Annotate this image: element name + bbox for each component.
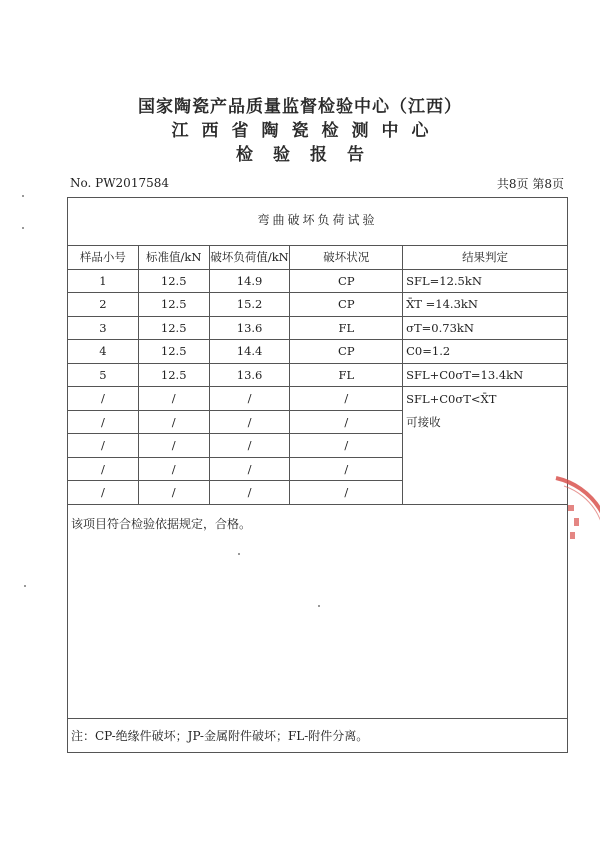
standard-value: /: [138, 481, 209, 505]
column-header: 破坏负荷值/kN: [209, 246, 290, 270]
failure-load: /: [209, 434, 290, 458]
report-number: No. PW2017584: [70, 176, 169, 190]
column-header: 破坏状况: [290, 246, 403, 270]
table-row: [68, 316, 568, 340]
result-text: SFL+C0σT=13.4kN: [403, 363, 568, 387]
table-header-row: [68, 246, 568, 270]
failure-load: 14.4: [209, 340, 290, 364]
failure-status: FL: [290, 316, 403, 340]
column-header: 样品小号: [68, 246, 139, 270]
sample-number: 3: [68, 316, 139, 340]
table-row: [68, 481, 568, 505]
table-row: [68, 387, 568, 411]
result-text: SFL+C0σT<X̄T: [403, 387, 568, 411]
result-text: SFL=12.5kN: [403, 269, 568, 293]
failure-load: /: [209, 481, 290, 505]
sample-number: 2: [68, 293, 139, 317]
table-row: [68, 340, 568, 364]
result-text: X̄T =14.3kN: [403, 293, 568, 317]
failure-load: /: [209, 410, 290, 434]
failure-load: 15.2: [209, 293, 290, 317]
scan-speck: [318, 605, 320, 607]
failure-status: CP: [290, 269, 403, 293]
results-table: [67, 245, 568, 505]
note-divider: [67, 718, 568, 719]
failure-load: /: [209, 457, 290, 481]
test-title: 弯曲破坏负荷试验: [257, 213, 378, 227]
failure-status: /: [290, 387, 403, 411]
result-text: [403, 457, 568, 481]
page-indicator: 共8页 第8页: [496, 177, 564, 191]
failure-status: /: [290, 410, 403, 434]
failure-load: 13.6: [209, 363, 290, 387]
result-text: C0=1.2: [403, 340, 568, 364]
table-row: [68, 269, 568, 293]
report-center-title: 江西省陶瓷检测中心: [171, 121, 442, 141]
scan-speck: [24, 585, 26, 587]
result-text: σT=0.73kN: [403, 316, 568, 340]
sample-number: 5: [68, 363, 139, 387]
column-header: 结果判定: [403, 246, 568, 270]
sample-number: /: [68, 481, 139, 505]
standard-value: 12.5: [138, 340, 209, 364]
scan-speck: [22, 227, 24, 229]
sample-number: /: [68, 434, 139, 458]
result-text: [403, 434, 568, 458]
result-text: 可接收: [403, 410, 568, 434]
report-type-title: 检验报告: [236, 145, 384, 165]
standard-value: 12.5: [138, 316, 209, 340]
footnote: 注：CP-绝缘件破坏；JP-金属附件破坏；FL-附件分离。: [71, 729, 369, 743]
failure-status: CP: [290, 340, 403, 364]
table-row: [68, 363, 568, 387]
failure-load: /: [209, 387, 290, 411]
sample-number: 1: [68, 269, 139, 293]
report-org-title: 国家陶瓷产品质量监督检验中心（江西）: [138, 97, 462, 117]
sample-number: /: [68, 410, 139, 434]
standard-value: 12.5: [138, 293, 209, 317]
standard-value: 12.5: [138, 269, 209, 293]
failure-load: 13.6: [209, 316, 290, 340]
result-text: [403, 481, 568, 505]
standard-value: 12.5: [138, 363, 209, 387]
official-seal-stamp: [548, 470, 600, 570]
failure-status: /: [290, 481, 403, 505]
failure-status: CP: [290, 293, 403, 317]
sample-number: /: [68, 387, 139, 411]
standard-value: /: [138, 457, 209, 481]
table-row: [68, 410, 568, 434]
standard-value: /: [138, 410, 209, 434]
table-row: [68, 434, 568, 458]
scan-speck: [238, 553, 240, 555]
failure-status: /: [290, 434, 403, 458]
table-row: [68, 457, 568, 481]
failure-status: FL: [290, 363, 403, 387]
standard-value: /: [138, 387, 209, 411]
column-header: 标准值/kN: [138, 246, 209, 270]
standard-value: /: [138, 434, 209, 458]
sample-number: 4: [68, 340, 139, 364]
conclusion-text: 该项目符合检验依据规定，合格。: [71, 517, 252, 531]
scan-speck: [22, 195, 24, 197]
failure-load: 14.9: [209, 269, 290, 293]
failure-status: /: [290, 457, 403, 481]
sample-number: /: [68, 457, 139, 481]
table-row: [68, 293, 568, 317]
